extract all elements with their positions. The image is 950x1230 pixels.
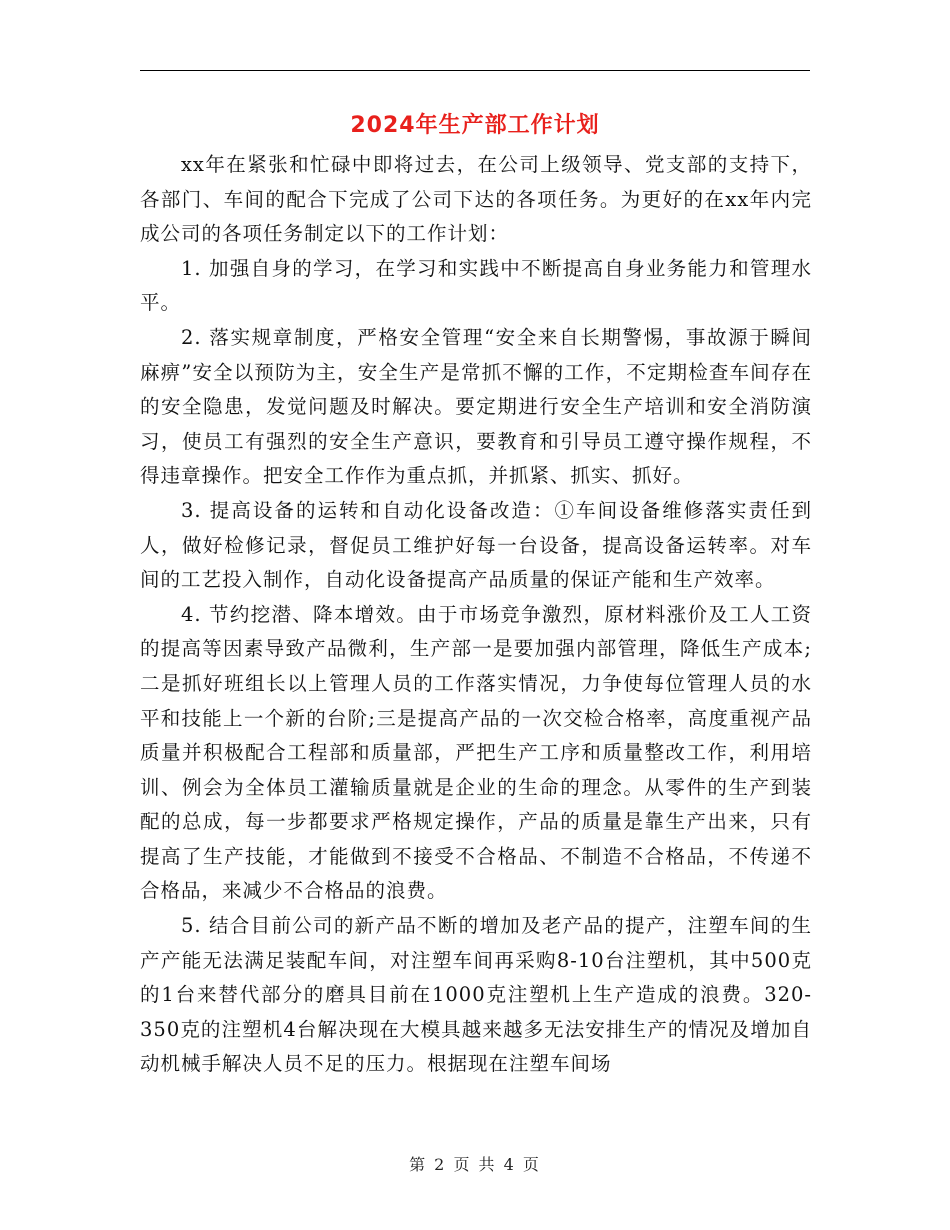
- item-5-paragraph: 5. 结合目前公司的新产品不断的增加及老产品的提产，注塑车间的生产产能无法满足装配车间，对注塑车间再采购8-10台注塑机，其中500克的1台来替代部分的磨具目前在1000克注塑机上生产造成的浪费。320-350克的注塑机4台解决现在大模具越来越多无法安排生产的情况及增加自动机械手解决人员不足的压力。根据现在注塑车间场: [140, 914, 812, 1076]
- item-4-paragraph: 4. 节约挖潜、降本增效。由于市场竞争激烈，原材料涨价及工人工资的提高等因素导致产品微利，生产部一是要加强内部管理，降低生产成本;二是抓好班组长以上管理人员的工作落实情况，力争使每位管理人员的水平和技能上一个新的台阶;三是提高产品的一次交检合格率，高度重视产品质量并积极配合工程部和质量部，严把生产工序和质量整改工作，利用培训、例会为全体员工灌输质量就是企业的生命的理念。从零件的生产到装配的总成，每一步都要求严格规定操作，产品的质量是靠生产出来，只有提高了生产技能，才能做到不接受不合格品、不制造不合格品，不传递不合格品，来减少不合格品的浪费。: [140, 602, 812, 903]
- document-title: 2024年生产部工作计划: [350, 113, 600, 138]
- item-1-paragraph: 1. 加强自身的学习，在学习和实践中不断提高自身业务能力和管理水平。: [140, 256, 812, 315]
- item-3-paragraph: 3. 提高设备的运转和自动化设备改造：①车间设备维修落实责任到人，做好检修记录，督促员工维护好每一台设备，提高设备运转率。对车间的工艺投入制作，自动化设备提高产品质量的保证产能和生产效率。: [140, 498, 812, 592]
- item-2-paragraph: 2. 落实规章制度，严格安全管理“安全来自长期警惕，事故源于瞬间麻痹”安全以预防为主，安全生产是常抓不懈的工作，不定期检查车间存在的安全隐患，发觉问题及时解决。要定期进行安全生产培训和安全消防演习，使员工有强烈的安全生产意识，要教育和引导员工遵守操作规程，不得违章操作。把安全工作作为重点抓，并抓紧、抓实、抓好。: [140, 325, 812, 488]
- header-rule: [140, 70, 810, 71]
- document-body: [140, 148, 812, 1082]
- intro-paragraph: xx年在紧张和忙碌中即将过去，在公司上级领导、党支部的支持下，各部门、车间的配合下完成了公司下达的各项任务。为更好的在xx年内完成公司的各项任务制定以下的工作计划：: [140, 153, 812, 246]
- page-footer: 第 2 页 共 4 页: [409, 1155, 541, 1174]
